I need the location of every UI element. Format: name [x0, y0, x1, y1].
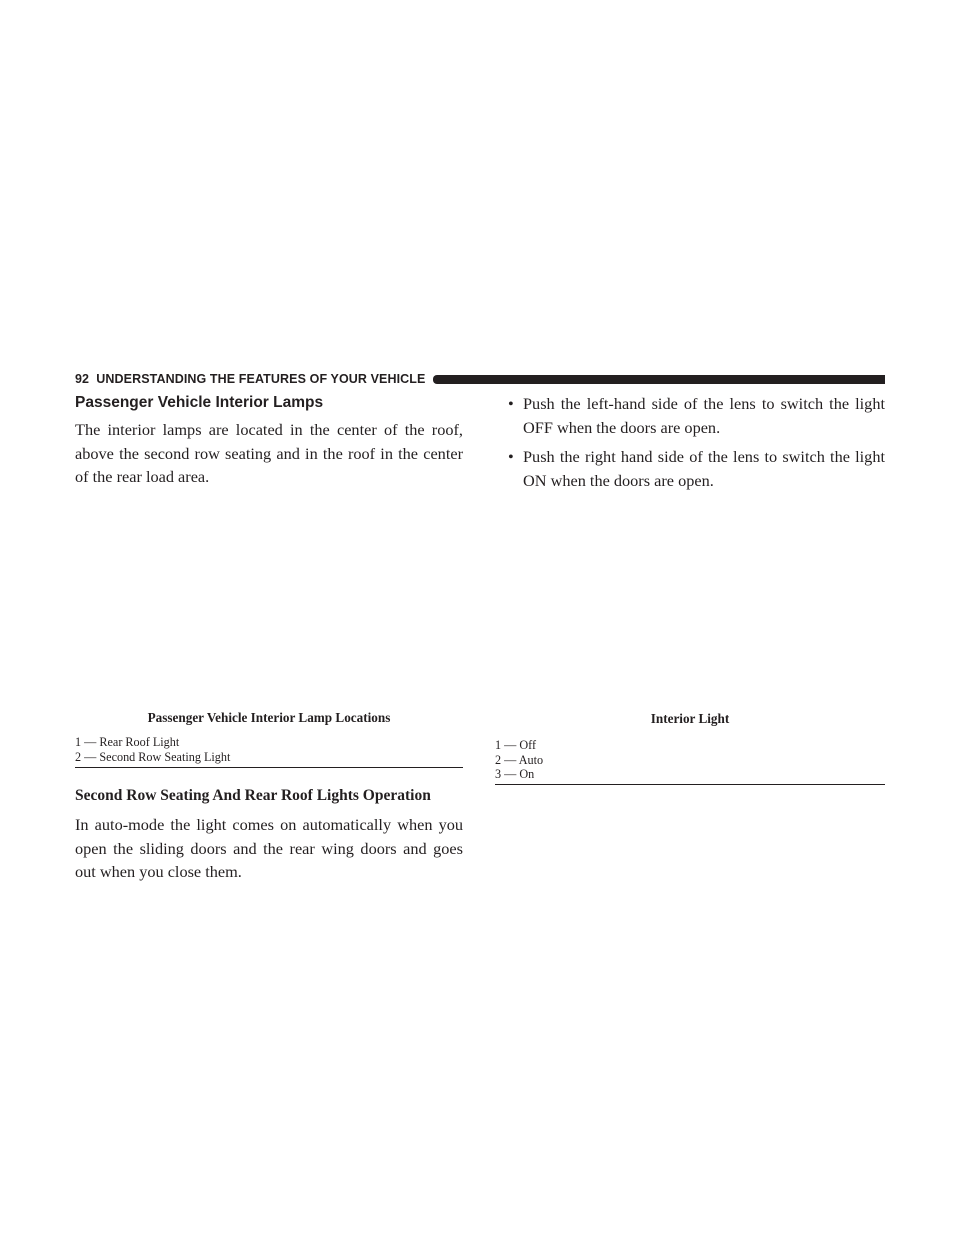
operation-paragraph: In auto-mode the light comes on automatically when you open the sliding doors and the rear wing doors and goes out when you close them. — [75, 815, 463, 881]
caption-divider — [75, 767, 463, 768]
figure-caption-interior-light: Interior Light — [650, 711, 730, 726]
bullet-text: Push the left-hand side of the lens to switch the light OFF when the doors are open. — [523, 394, 885, 437]
legend-item: 3 — On — [495, 767, 535, 781]
bullet-item — [495, 445, 885, 492]
running-header-text — [75, 372, 425, 386]
lamp-locations-legend — [75, 735, 230, 764]
page-number: 92 — [75, 372, 90, 386]
figure-caption-lamp-locations: Passenger Vehicle Interior Lamp Locations — [147, 710, 391, 725]
bullet-text: Push the right hand side of the lens to switch the light ON when the doors are open. — [523, 447, 885, 490]
legend-item: 2 — Auto — [495, 752, 544, 767]
legend-item: 2 — Second Row Seating Light — [75, 749, 231, 764]
legend-item: 1 — Off — [495, 738, 537, 752]
bullet-marker: • — [508, 394, 514, 413]
header-bar — [433, 375, 885, 384]
bullet-marker: • — [508, 447, 514, 466]
bullet-item — [495, 392, 885, 439]
section-title: UNDERSTANDING THE FEATURES OF YOUR VEHICLE — [96, 372, 426, 386]
intro-paragraph: The interior lamps are located in the center of the roof, above the second row seating and in the roof in the center of the rear load area. — [75, 420, 463, 486]
legend-item: 1 — Rear Roof Light — [75, 735, 180, 749]
bullet-list — [495, 392, 885, 498]
section-heading: Passenger Vehicle Interior Lamps — [75, 394, 324, 411]
interior-light-legend — [495, 738, 543, 782]
interior-lamp-locations-figure — [75, 495, 463, 700]
caption-divider — [495, 784, 885, 785]
interior-light-figure — [495, 495, 885, 700]
sub-heading: Second Row Seating And Rear Roof Lights Operation — [75, 787, 431, 804]
running-header — [75, 371, 885, 387]
